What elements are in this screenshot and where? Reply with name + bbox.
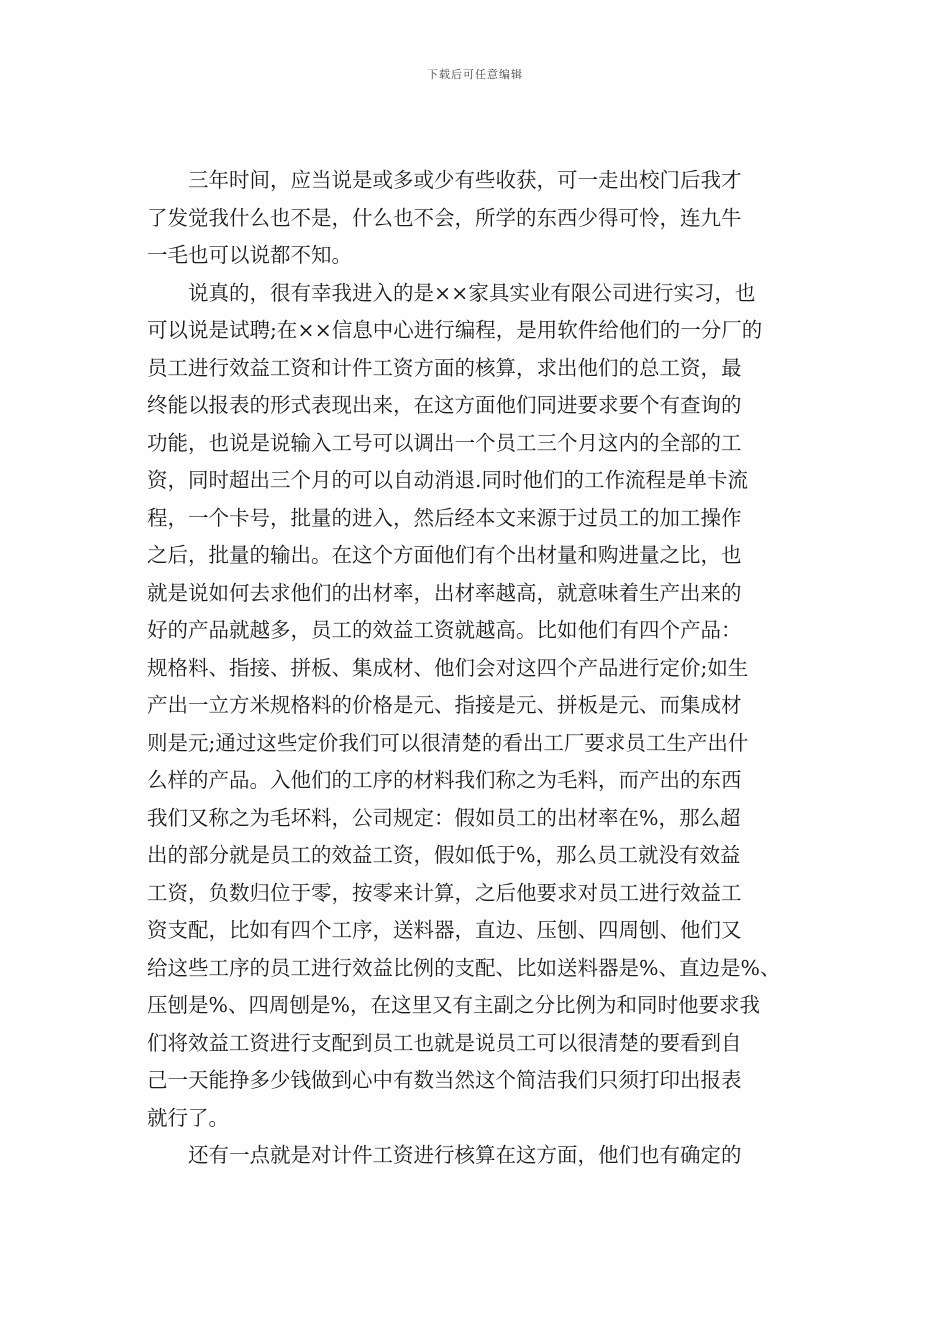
- text-line: 一毛也可以说都不知。: [147, 243, 352, 267]
- text-line: 资支配，比如有四个工序，送料器，直边、压刨、四周刨、他们又: [147, 918, 742, 942]
- text-line: 么样的产品。入他们的工序的材料我们称之为毛料，而产出的东西: [147, 768, 742, 792]
- text-line: 资，同时超出三个月的可以自动消退.同时他们的工作流程是单卡流: [147, 468, 749, 492]
- text-line: 就行了。: [147, 1105, 229, 1130]
- text-line: 功能，也说是说输入工号可以调出一个员工三个月这内的全部的工: [147, 430, 742, 455]
- text-line: 可以说是试聘;在××信息中心进行编程，是用软件给他们的一分厂的: [147, 318, 763, 342]
- page-header: 下载后可任意编辑: [427, 68, 523, 81]
- text-line: 规格料、指接、拼板、集成材、他们会对这四个产品进行定价;如生: [147, 655, 749, 680]
- text-line: 之后，批量的输出。在这个方面他们有个出材量和购进量之比，也: [147, 543, 742, 567]
- text-line: 我们又称之为毛坏料，公司规定：假如员工的出材率在%，那么超: [147, 805, 741, 830]
- text-line: 程，一个卡号，批量的进入，然后经本文来源于过员工的加工操作: [147, 505, 742, 530]
- text-line: 就是说如何去求他们的出材率，出材率越高，就意味着生产出来的: [147, 580, 742, 605]
- text-line: 员工进行效益工资和计件工资方面的核算，求出他们的总工资，最: [147, 355, 742, 380]
- text-line: 压刨是%、四周刨是%，在这里又有主副之分比例为和同时他要求我: [147, 993, 760, 1017]
- text-line: 还有一点就是对计件工资进行核算在这方面，他们也有确定的: [147, 1143, 742, 1167]
- text-line: 给这些工序的员工进行效益比例的支配、比如送料器是%、直边是%、: [147, 955, 781, 980]
- text-line: 产出一立方米规格料的价格是元、指接是元、拼板是元、而集成材: [147, 693, 742, 717]
- text-line: 说真的，很有幸我进入的是××家具实业有限公司进行实习，也: [147, 280, 756, 305]
- text-line: 己一天能挣多少钱做到心中有数当然这个简洁我们只须打印出报表: [147, 1068, 742, 1092]
- text-line: 出的部分就是员工的效益工资，假如低于%，那么员工就没有效益: [147, 843, 741, 867]
- body-text: [147, 162, 807, 1175]
- text-line: 们将效益工资进行支配到员工也就是说员工可以很清楚的要看到自: [147, 1030, 742, 1055]
- text-line: 终能以报表的形式表现出来，在这方面他们同进要求要个有查询的: [147, 393, 742, 417]
- text-line: 三年时间，应当说是或多或少有些收获，可一走出校门后我才: [147, 168, 742, 192]
- text-line: 好的产品就越多，员工的效益工资就越高。比如他们有四个产品：: [147, 618, 742, 642]
- text-line: 工资，负数归位于零，按零来计算，之后他要求对员工进行效益工: [147, 880, 742, 905]
- text-line: 则是元;通过这些定价我们可以很清楚的看出工厂要求员工生产出什: [147, 730, 749, 755]
- text-line: 了发觉我什么也不是，什么也不会，所学的东西少得可怜，连九牛: [147, 205, 742, 230]
